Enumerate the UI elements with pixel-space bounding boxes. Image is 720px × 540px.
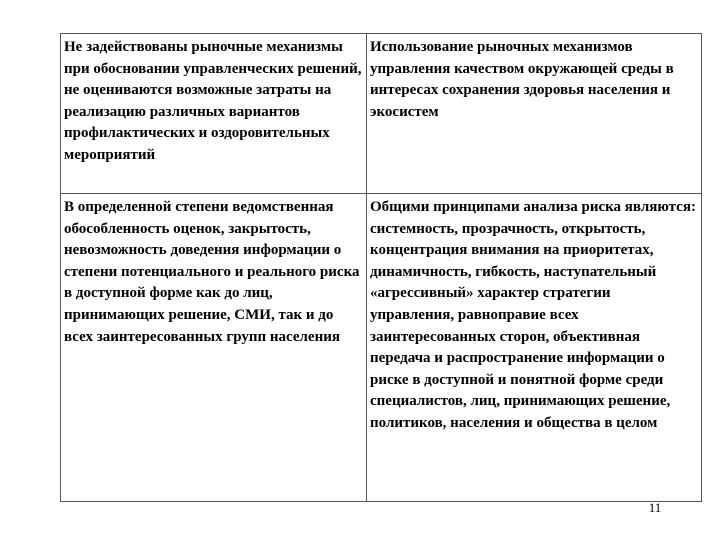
- table-cell-solution: Общими принципами анализа риска являются: системность, прозрачность, открытость, концентрация внимания на приоритетах, динамичность, гибкость, наступательный «агрессивный» характер стратегии управления, равноправие всех заинтересованных сторон, объективная передача и распространение информации о риске в доступной и понятной форме среди специалистов, лиц, принимающих решение, политиков, населения и общества в целом: [367, 194, 702, 502]
- comparison-table: [60, 33, 702, 502]
- table-cell-solution: Использование рыночных механизмов управления качеством окружающей среды в интересах сохранения здоровья населения и экосистем: [367, 34, 702, 194]
- table-row: [61, 194, 702, 502]
- table-row: [61, 34, 702, 194]
- table-cell-problem: Не задействованы рыночные механизмы при обосновании управленческих решений, не оцениваются возможные затраты на реализацию различных вариантов профилактических и оздоровительных мероприятий: [61, 34, 367, 194]
- table-cell-problem: В определенной степени ведомственная обособленность оценок, закрытость, невозможность доведения информации о степени потенциального и реального риска в доступной форме как до лиц, принимающих решение, СМИ, так и до всех заинтересованных групп населения: [61, 194, 367, 502]
- page-number: 11: [648, 500, 662, 515]
